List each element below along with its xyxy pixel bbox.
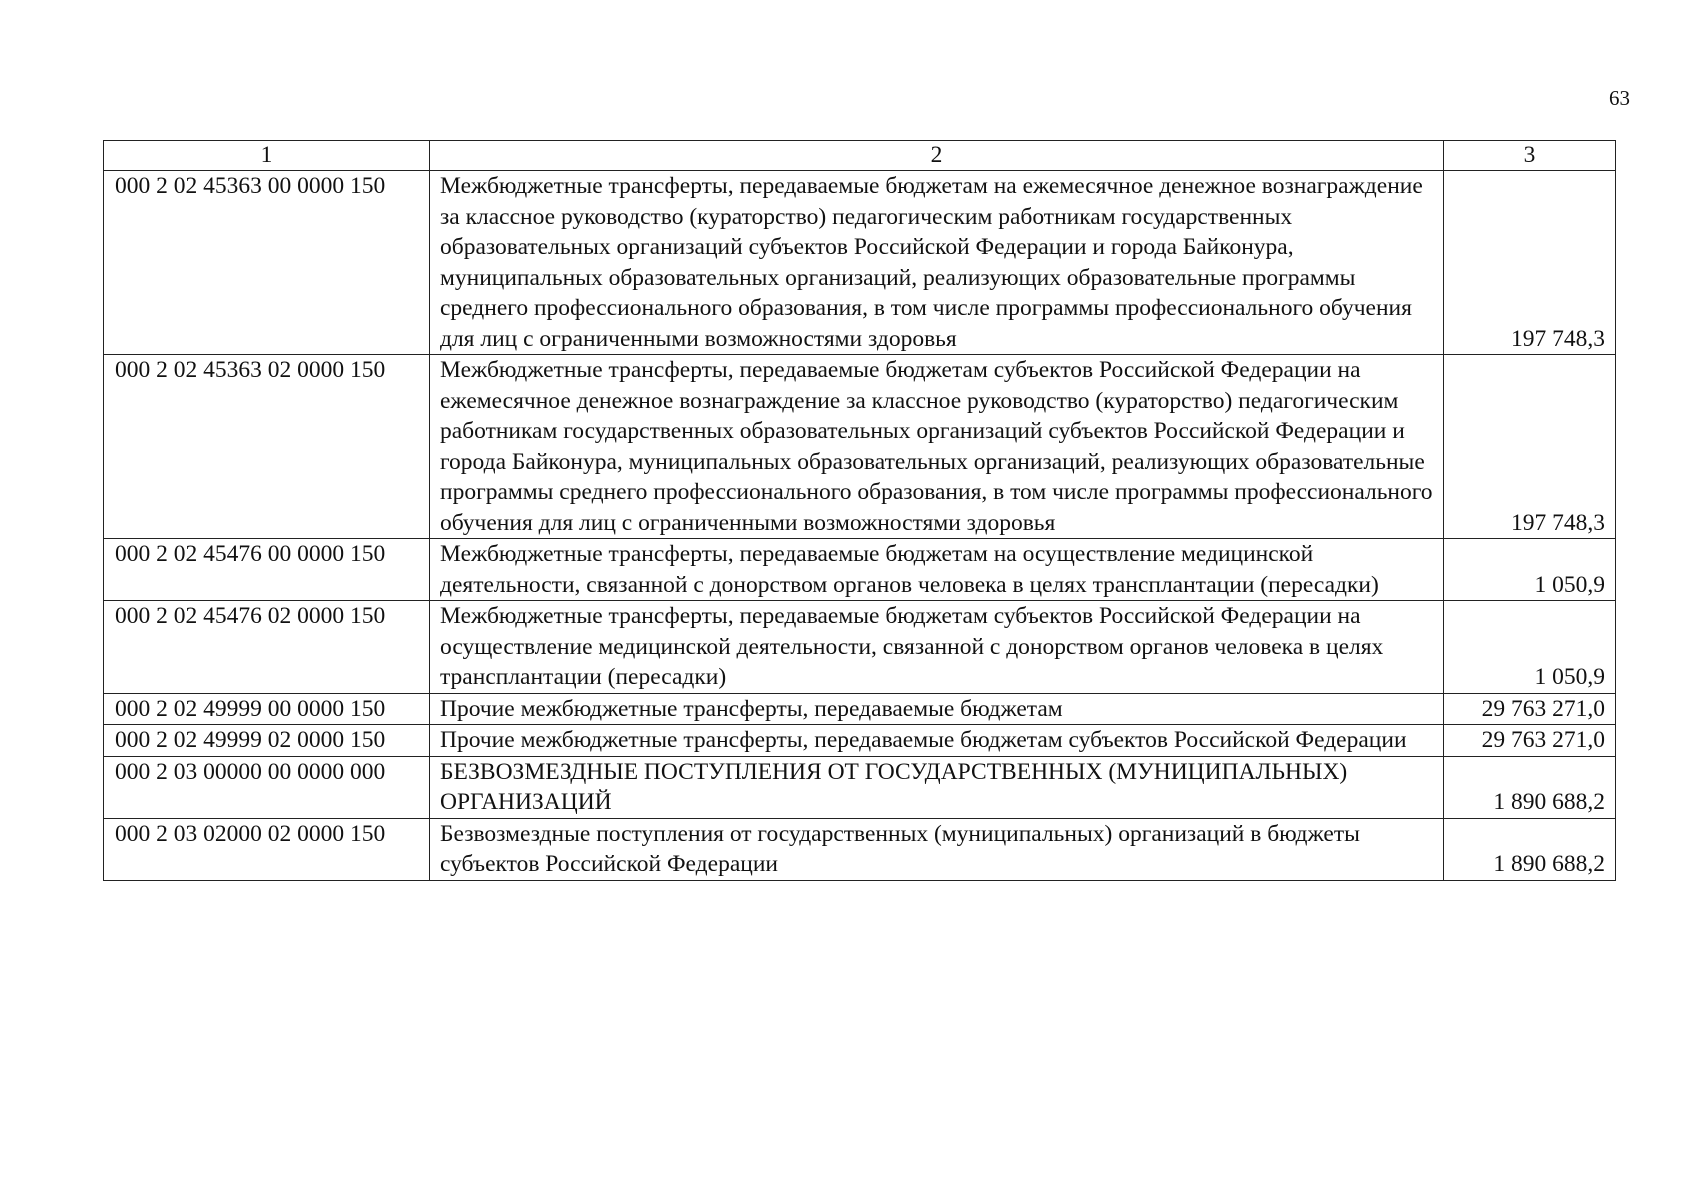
row-amount: 197 748,3 [1444,171,1616,355]
row-amount: 1 050,9 [1444,539,1616,601]
row-amount: 1 890 688,2 [1444,756,1616,818]
row-code: 000 2 02 45476 00 0000 150 [104,539,430,601]
table-row [104,171,1616,355]
table-row [104,725,1616,757]
row-name: Безвозмездные поступления от государственных (муниципальных) организаций в бюджеты субъектов Российской Федерации [430,818,1444,880]
row-code: 000 2 03 00000 00 0000 000 [104,756,430,818]
table-row [104,756,1616,818]
row-name: Межбюджетные трансферты, передаваемые бюджетам субъектов Российской Федерации на осуществление медицинской деятельности, связанной с донорством органов человека в целях трансплантации (пересадки) [430,601,1444,694]
row-code: 000 2 02 49999 02 0000 150 [104,725,430,757]
row-name: Прочие межбюджетные трансферты, передаваемые бюджетам [430,693,1444,725]
row-amount: 29 763 271,0 [1444,693,1616,725]
row-amount: 197 748,3 [1444,355,1616,539]
row-code: 000 2 02 45363 00 0000 150 [104,171,430,355]
row-name: Межбюджетные трансферты, передаваемые бюджетам на осуществление медицинской деятельности, связанной с донорством органов человека в целях трансплантации (пересадки) [430,539,1444,601]
column-header-amount: 3 [1444,141,1616,171]
row-code: 000 2 02 49999 00 0000 150 [104,693,430,725]
column-header-name: 2 [430,141,1444,171]
row-amount: 1 050,9 [1444,601,1616,694]
column-header-code: 1 [104,141,430,171]
table-row [104,693,1616,725]
row-amount: 29 763 271,0 [1444,725,1616,757]
row-name: Межбюджетные трансферты, передаваемые бюджетам субъектов Российской Федерации на ежемесячное денежное вознаграждение за классное руководство (кураторство) педагогическим работникам государственных образовательных организаций субъектов Российской Федерации и города Байконура, муниципальных образовательных организаций, реализующих образовательные программы среднего профессионального образования, в том числе программы профессионального обучения для лиц с ограниченными возможностями здоровья [430,355,1444,539]
table-row [104,539,1616,601]
budget-revenue-table [103,140,1616,881]
table-row [104,818,1616,880]
row-name: Прочие межбюджетные трансферты, передаваемые бюджетам субъектов Российской Федерации [430,725,1444,757]
row-code: 000 2 03 02000 02 0000 150 [104,818,430,880]
page-number: 63 [1609,86,1630,110]
row-code: 000 2 02 45476 02 0000 150 [104,601,430,694]
row-name: БЕЗВОЗМЕЗДНЫЕ ПОСТУПЛЕНИЯ ОТ ГОСУДАРСТВЕННЫХ (МУНИЦИПАЛЬНЫХ) ОРГАНИЗАЦИЙ [430,756,1444,818]
table-row [104,355,1616,539]
table-row [104,601,1616,694]
table-header-row [104,141,1616,171]
row-code: 000 2 02 45363 02 0000 150 [104,355,430,539]
row-name: Межбюджетные трансферты, передаваемые бюджетам на ежемесячное денежное вознаграждение за классное руководство (кураторство) педагогическим работникам государственных образовательных организаций субъектов Российской Федерации и города Байконура, муниципальных образовательных организаций, реализующих образовательные программы среднего профессионального образования, в том числе программы профессионального обучения для лиц с ограниченными возможностями здоровья [430,171,1444,355]
row-amount: 1 890 688,2 [1444,818,1616,880]
